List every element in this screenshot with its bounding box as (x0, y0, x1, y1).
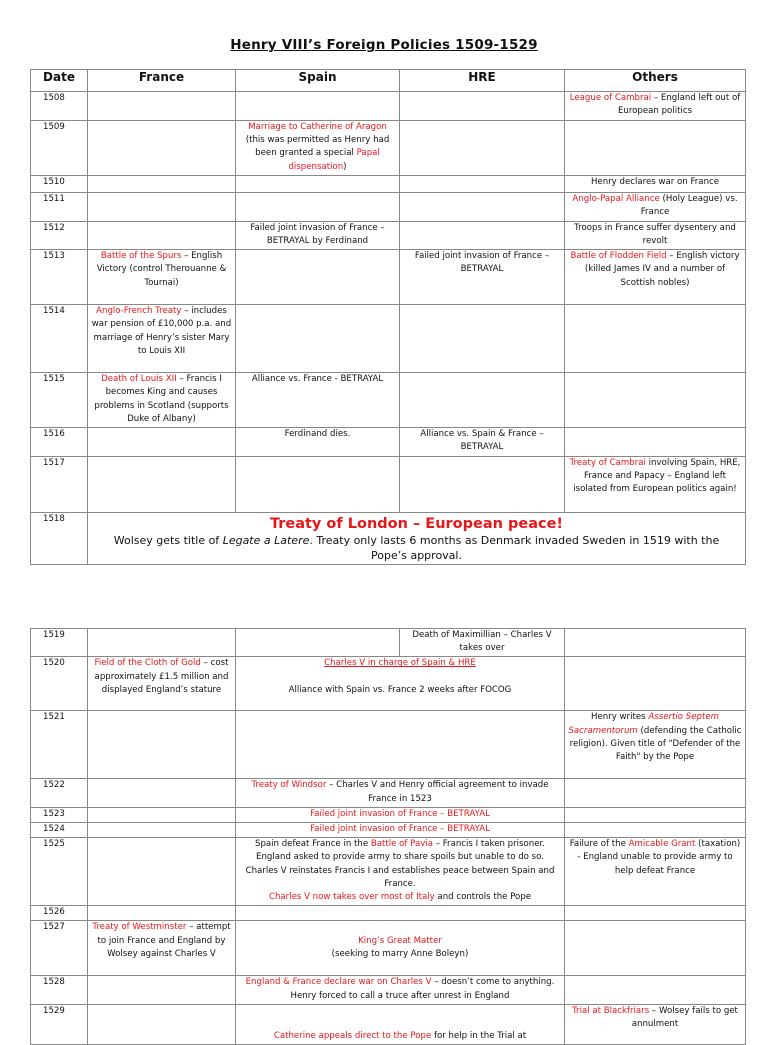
others-cell (565, 92, 746, 121)
event-text: ) (343, 161, 347, 172)
date-cell: 1515 (31, 373, 88, 428)
event-text: involving Spain, HRE, France and Papacy – England left isolated from European politics again! (573, 457, 741, 495)
page-title: Henry VIII’s Foreign Policies 1509-1529 (230, 37, 538, 53)
others-cell (565, 629, 746, 657)
france-cell (88, 121, 236, 176)
event-text: – England left out of European politics (617, 93, 741, 117)
spain-cell: Alliance vs. France - BETRAYAL (236, 373, 400, 428)
event-text: – Charles V and Henry official agreement to invade France in 1523 (326, 780, 549, 804)
event-text: Spain defeat France in the (254, 839, 371, 850)
event-text: (seeking to marry Anne Boleyn) (331, 948, 469, 959)
table-row (31, 976, 746, 1004)
others-cell (565, 838, 746, 906)
table-row (31, 657, 746, 711)
policies-table-1519-1529 (30, 628, 746, 1045)
policies-table-1509-1518 (30, 69, 746, 565)
event-name: Field of the Cloth of Gold (94, 658, 201, 669)
date-cell: 1526 (31, 906, 88, 921)
france-cell (88, 192, 236, 221)
table-row (31, 823, 746, 838)
event-text: – English Victory (control Therouanne & Tournai) (96, 251, 227, 288)
spain-cell (236, 92, 400, 121)
event-text: – Wolsey fails to get annulment (631, 1005, 738, 1030)
header-row (31, 70, 746, 92)
table-row (31, 456, 746, 512)
france-cell (88, 823, 236, 838)
others-cell (565, 807, 746, 822)
event-text: – cost approximately £1.5 million and displayed England’s stature (94, 658, 229, 695)
date-cell: 1514 (31, 305, 88, 373)
spain-cell: Failed joint invasion of France – BETRAYAL by Ferdinand (236, 221, 400, 249)
title-italic: Legate a Latere (222, 533, 310, 547)
others-cell: Henry declares war on France (565, 175, 746, 192)
others-cell (565, 428, 746, 456)
date-cell: 1510 (31, 175, 88, 192)
spain-hre-cell (236, 838, 565, 906)
hre-cell: Failed joint invasion of France – BETRAYAL (400, 250, 565, 305)
france-cell (88, 807, 236, 822)
france-cell (88, 838, 236, 906)
france-cell (88, 305, 236, 373)
event-name: Charles V now takes over most of Italy (268, 892, 435, 903)
treaty-description (91, 533, 742, 563)
event-name: Battle of Flodden Field (570, 251, 667, 262)
spain-hre-cell (236, 657, 565, 711)
france-cell (88, 779, 236, 807)
table-row (31, 428, 746, 456)
date-cell: 1524 (31, 823, 88, 838)
col-header-hre: HRE (400, 70, 565, 92)
spain-hre-cell (236, 976, 565, 1004)
event-text: – Francis I becomes King and causes problems in Scotland (supports Duke of Albany) (94, 374, 229, 424)
table-row (31, 250, 746, 305)
event-text: – includes war pension of £10,000 p.a. and marriage of Henry’s sister Mary to Louis XII (91, 306, 232, 356)
event-name: Anglo-French Treaty (96, 306, 182, 317)
table-row (31, 92, 746, 121)
date-cell: 1523 (31, 807, 88, 822)
france-cell (88, 1004, 236, 1044)
event-text: (Holy League) vs. France (640, 193, 738, 218)
table-row (31, 711, 746, 779)
event-name: Marriage to Catherine of Aragon (248, 122, 387, 132)
france-cell (88, 906, 236, 921)
table-row (31, 175, 746, 192)
france-cell (88, 976, 236, 1004)
hre-cell (400, 192, 565, 221)
others-cell (565, 373, 746, 428)
hre-cell (400, 175, 565, 192)
date-cell: 1521 (31, 711, 88, 779)
table-row (31, 921, 746, 976)
spain-cell (236, 456, 400, 512)
event-text: – Francis I taken prisoner. England asked to provide army to share spoils but unable to do so. Charles V reinstates Francis I and establishes peace between Spain and France. (245, 839, 555, 889)
event-name: Treaty of Cambrai (569, 457, 646, 468)
hre-cell (400, 121, 565, 176)
event-name: Assertio Septem Sacramentorum (568, 712, 719, 736)
others-cell: Troops in France suffer dysentery and revolt (565, 221, 746, 249)
france-cell (88, 428, 236, 456)
date-cell: 1528 (31, 976, 88, 1004)
event-name: Anglo-Papal Alliance (572, 193, 660, 204)
hre-cell (400, 305, 565, 373)
event-name: League of Cambrai (569, 93, 652, 103)
others-cell (565, 779, 746, 807)
event-text: (this was permitted as Henry had been granted a special (245, 135, 390, 159)
france-cell (88, 221, 236, 249)
others-cell (565, 1004, 746, 1044)
event-name: King’s Great Matter (358, 935, 442, 946)
others-cell (565, 711, 746, 779)
spain-hre-cell: Failed joint invasion of France – BETRAYAL (236, 823, 565, 838)
table-row (31, 629, 746, 657)
france-cell (88, 92, 236, 121)
date-cell: 1516 (31, 428, 88, 456)
others-cell (565, 456, 746, 512)
table-row (31, 221, 746, 249)
others-cell (565, 906, 746, 921)
spain-cell (236, 192, 400, 221)
spain-cell: Ferdinand dies. (236, 428, 400, 456)
event-name: Battle of Pavia (370, 839, 433, 850)
date-cell: 1525 (31, 838, 88, 906)
event-text: – English victory (killed James IV and a number of Scottish nobles) (584, 251, 740, 288)
france-cell (88, 250, 236, 305)
table-row (31, 1004, 746, 1044)
spain-hre-cell (236, 711, 565, 779)
event-name: Catherine appeals direct to the Pope (273, 1030, 432, 1041)
france-cell (88, 373, 236, 428)
date-cell: 1527 (31, 921, 88, 976)
col-header-spain: Spain (236, 70, 400, 92)
hre-cell (400, 221, 565, 249)
spain-hre-cell: Failed joint invasion of France – BETRAYAL (236, 807, 565, 822)
treaty-headline: Treaty of London – European peace! (269, 515, 564, 532)
event-name: England & France declare war on Charles V (245, 977, 432, 988)
table-row (31, 838, 746, 906)
spain-hre-cell (236, 1004, 565, 1044)
event-name: Trial at Blackfriars (572, 1005, 650, 1016)
others-cell (565, 192, 746, 221)
france-cell (88, 657, 236, 711)
table-row (31, 121, 746, 176)
date-cell: 1522 (31, 779, 88, 807)
table-row (31, 779, 746, 807)
france-cell (88, 456, 236, 512)
spain-hre-cell (236, 906, 565, 921)
spain-hre-cell (236, 921, 565, 976)
france-cell (88, 629, 236, 657)
event-text: Failure of the (569, 839, 629, 850)
event-text: and controls the Pope (434, 892, 532, 903)
hre-cell (400, 373, 565, 428)
event-name: Papal dispensation (288, 148, 380, 172)
spain-cell (236, 121, 400, 176)
spain-cell (236, 250, 400, 305)
date-cell: 1518 (31, 512, 88, 564)
others-cell (565, 121, 746, 176)
others-cell (565, 921, 746, 976)
table-row (31, 512, 746, 564)
date-cell: 1519 (31, 629, 88, 657)
date-cell: 1517 (31, 456, 88, 512)
table-row (31, 305, 746, 373)
event-text: (defending the Catholic religion). Given title of "Defender of the Faith" by the Pope (569, 725, 742, 763)
event-text: (taxation) - England unable to provide army to help defeat France (577, 839, 741, 876)
others-cell (565, 976, 746, 1004)
others-cell (565, 250, 746, 305)
hre-cell (400, 456, 565, 512)
others-cell (565, 305, 746, 373)
event-text: – attempt to join France and England by Wolsey against Charles V (97, 922, 231, 959)
date-cell: 1520 (31, 657, 88, 711)
date-cell: 1511 (31, 192, 88, 221)
event-name: Treaty of Westminster (92, 922, 187, 933)
table-row (31, 192, 746, 221)
event-name: Battle of the Spurs (100, 251, 182, 262)
col-header-france: France (88, 70, 236, 92)
hre-cell (400, 92, 565, 121)
table-row (31, 373, 746, 428)
others-cell (565, 657, 746, 711)
event-text: Alliance with Spain vs. France 2 weeks after FOCOG (288, 684, 512, 695)
spain-cell (236, 175, 400, 192)
text-segment: Wolsey gets title of (113, 533, 223, 547)
event-name: Amicable Grant (628, 839, 696, 850)
date-cell: 1529 (31, 1004, 88, 1044)
event-name: Treaty of Windsor (251, 780, 327, 791)
event-name: Charles V in charge of Spain & HRE (324, 658, 476, 669)
date-cell: 1513 (31, 250, 88, 305)
table-row (31, 807, 746, 822)
text-segment: . Treaty only lasts 6 months as Denmark invaded Sweden in 1519 with the Pope’s approval. (309, 533, 720, 562)
spain-cell (236, 629, 400, 657)
event-text: for help in the Trial at (431, 1030, 527, 1041)
spain-cell (236, 305, 400, 373)
hre-cell: Alliance vs. Spain & France – BETRAYAL (400, 428, 565, 456)
france-cell (88, 711, 236, 779)
date-cell: 1512 (31, 221, 88, 249)
others-cell (565, 823, 746, 838)
spain-hre-cell (236, 779, 565, 807)
event-text: – doesn’t come to anything. Henry forced to call a truce after unrest in England (290, 977, 555, 1001)
date-cell: 1508 (31, 92, 88, 121)
hre-cell: Death of Maximillian – Charles V takes over (400, 629, 565, 657)
date-cell: 1509 (31, 121, 88, 176)
col-header-date: Date (31, 70, 88, 92)
event-text: Henry writes (590, 712, 649, 723)
merged-cell (88, 512, 746, 564)
france-cell (88, 921, 236, 976)
france-cell (88, 175, 236, 192)
event-name: Death of Louis XII (101, 374, 177, 385)
col-header-others: Others (565, 70, 746, 92)
table-row (31, 906, 746, 921)
